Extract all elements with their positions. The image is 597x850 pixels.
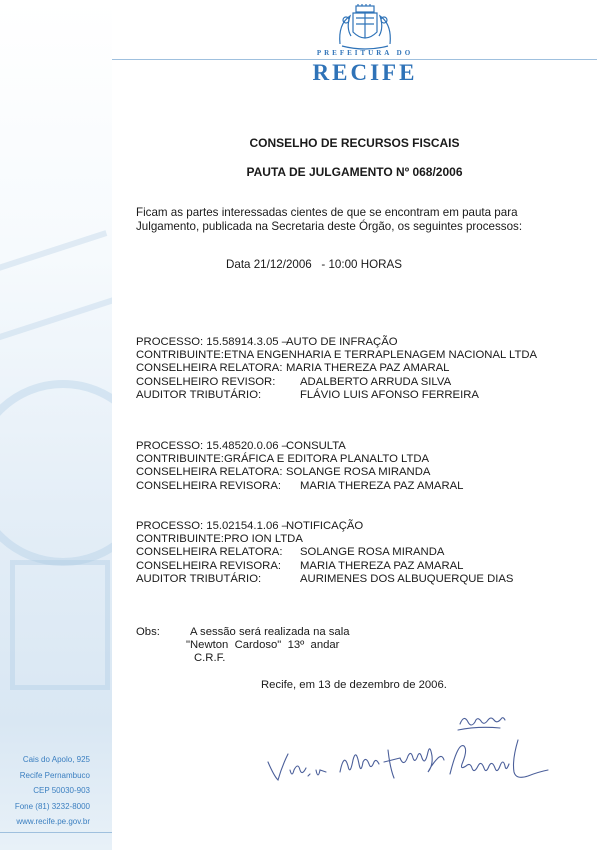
row-value: NOTIFICAÇÃO bbox=[286, 520, 364, 532]
footer-line: CEP 50030-903 bbox=[33, 786, 90, 795]
row-label: CONTRIBUINTE: bbox=[136, 349, 224, 362]
process-block bbox=[136, 336, 576, 402]
row-value: SOLANGE ROSA MIRANDA bbox=[300, 546, 445, 559]
row-label: CONSELHEIRA RELATORA: bbox=[136, 546, 283, 559]
process-row bbox=[136, 453, 576, 466]
prefeitura-label: PREFEITURA DO bbox=[316, 49, 414, 57]
decorative-side-strip bbox=[0, 0, 112, 850]
process-row bbox=[136, 480, 576, 493]
row-value: PRO ION LTDA bbox=[224, 533, 303, 546]
session-date: Data 21/12/2006 - 10:00 HORAS bbox=[226, 258, 402, 271]
footer-rule bbox=[0, 832, 112, 833]
process-row bbox=[136, 376, 576, 389]
row-value: MARIA THEREZA PAZ AMARAL bbox=[300, 559, 464, 572]
coat-of-arms-logo bbox=[334, 4, 396, 50]
watermark-shape bbox=[0, 380, 112, 566]
row-label: CONSELHEIRA REVISORA: bbox=[136, 559, 282, 572]
city-logo-text: RECIFE bbox=[312, 60, 418, 85]
process-row bbox=[136, 560, 576, 573]
watermark-shape bbox=[0, 230, 112, 342]
row-label: CONSELHEIRA REVISORA: bbox=[136, 479, 282, 492]
process-block bbox=[136, 520, 576, 586]
row-value: CONSULTA bbox=[286, 440, 346, 452]
handwritten-signature bbox=[260, 710, 560, 790]
row-value: ADALBERTO ARRUDA SILVA bbox=[300, 375, 452, 388]
row-label: PROCESSO: 15.02154.1.06 – bbox=[136, 520, 288, 532]
process-row bbox=[136, 336, 576, 349]
document-subtitle: PAUTA DE JULGAMENTO Nº 068/2006 bbox=[246, 165, 463, 179]
process-row bbox=[136, 533, 576, 546]
process-row bbox=[136, 389, 576, 402]
obs-label: Obs: bbox=[136, 626, 160, 638]
process-row bbox=[136, 349, 576, 362]
row-value: FLÁVIO LUIS AFONSO FERREIRA bbox=[300, 388, 479, 401]
row-value: AURIMENES DOS ALBUQUERQUE DIAS bbox=[300, 572, 514, 585]
watermark-shape bbox=[10, 560, 110, 690]
process-row bbox=[136, 466, 576, 479]
document-title: CONSELHO DE RECURSOS FISCAIS bbox=[249, 136, 460, 150]
row-label: CONSELHEIRA RELATORA: bbox=[136, 466, 283, 479]
process-row bbox=[136, 440, 576, 453]
row-value: SOLANGE ROSA MIRANDA bbox=[286, 466, 431, 479]
row-label: AUDITOR TRIBUTÁRIO: bbox=[136, 572, 262, 585]
process-row bbox=[136, 546, 576, 559]
row-value: MARIA THEREZA PAZ AMARAL bbox=[300, 479, 464, 492]
row-label: CONSELHEIRA RELATORA: bbox=[136, 362, 283, 375]
row-label: CONSELHEIRO REVISOR: bbox=[136, 375, 276, 388]
process-row bbox=[136, 520, 576, 533]
obs-line: A sessão será realizada na sala bbox=[190, 626, 350, 638]
place-and-date: Recife, em 13 de dezembro de 2006. bbox=[261, 679, 447, 691]
row-value: MARIA THEREZA PAZ AMARAL bbox=[286, 362, 450, 375]
obs-line: C.R.F. bbox=[194, 652, 226, 664]
row-value: ETNA ENGENHARIA E TERRAPLENAGEM NACIONAL LTDA bbox=[224, 349, 538, 362]
address-footer bbox=[4, 752, 90, 830]
footer-line: Recife Pernambuco bbox=[19, 770, 90, 780]
row-label: CONTRIBUINTE: bbox=[136, 533, 224, 546]
process-block bbox=[136, 440, 576, 493]
obs-line: "Newton Cardoso" 13º andar bbox=[186, 639, 340, 651]
footer-line: Cais do Apolo, 925 bbox=[22, 755, 90, 764]
website-link[interactable]: www.recife.pe.gov.br bbox=[16, 817, 90, 826]
process-row bbox=[136, 362, 576, 375]
row-label: PROCESSO: 15.58914.3.05 – bbox=[136, 336, 288, 348]
intro-paragraph: Ficam as partes interessadas cientes de que se encontram em pauta para Julgamento, publicada na Secretaria deste Órgão, os seguintes processos: bbox=[136, 206, 523, 233]
row-value: AUTO DE INFRAÇÃO bbox=[286, 336, 398, 348]
footer-line: Fone (81) 3232-8000 bbox=[14, 801, 90, 811]
process-row bbox=[136, 573, 576, 586]
row-label: PROCESSO: 15.48520.0.06 – bbox=[136, 440, 288, 452]
row-label: CONTRIBUINTE: bbox=[136, 453, 224, 466]
row-value: GRÁFICA E EDITORA PLANALTO LTDA bbox=[224, 453, 430, 466]
row-label: AUDITOR TRIBUTÁRIO: bbox=[136, 388, 262, 401]
